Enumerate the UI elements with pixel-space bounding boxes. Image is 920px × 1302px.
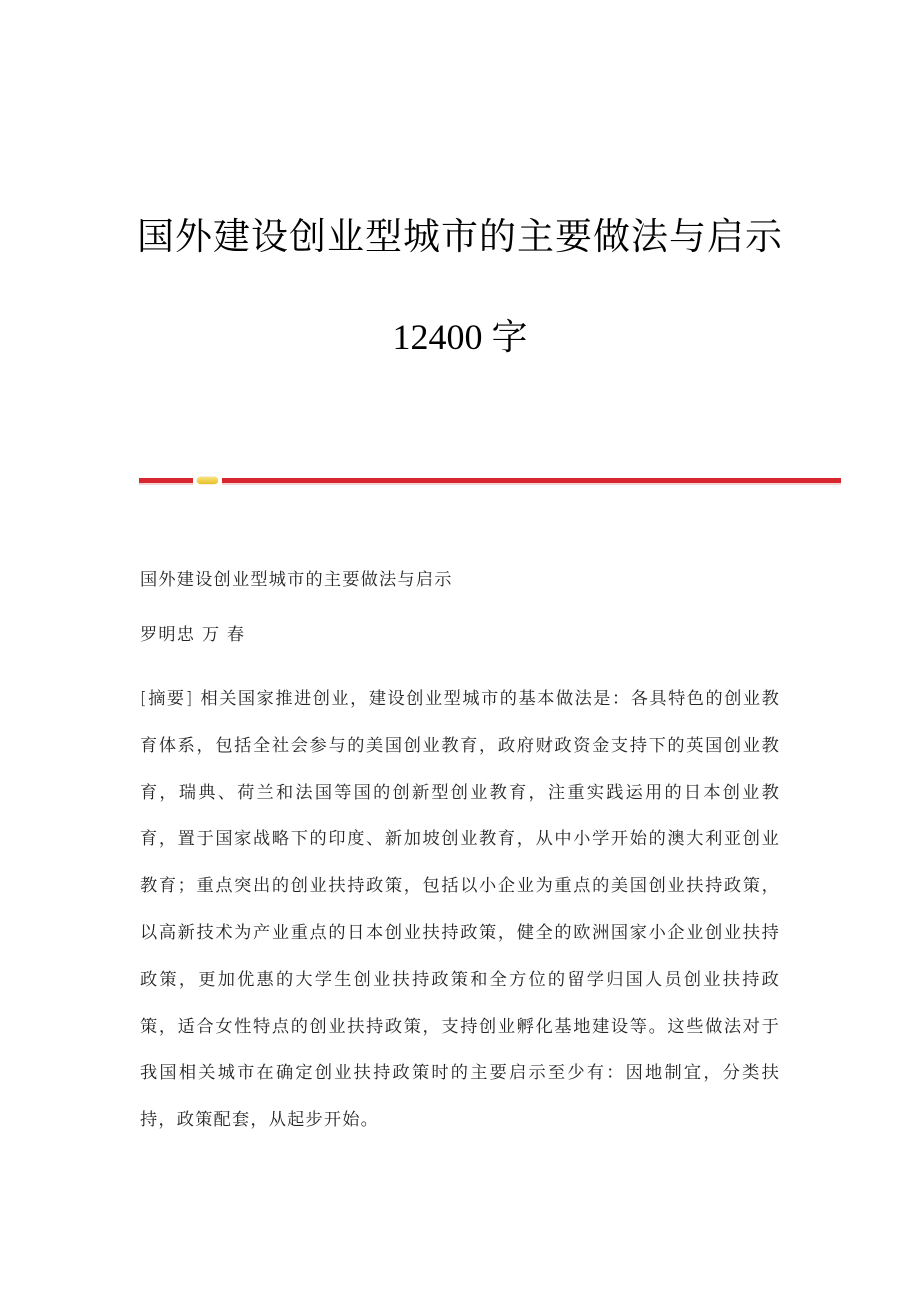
divider-shadow-left	[139, 483, 193, 485]
article-abstract: [摘要] 相关国家推进创业，建设创业型城市的基本做法是：各具特色的创业教育体系，包括全社会参与的美国创业教育，政府财政资金支持下的英国创业教育，瑞典、荷兰和法国等国的创新型创业教育，注重实践运用的日本创业教育，置于国家战略下的印度、新加坡创业教育，从中小学开始的澳大利亚创业教育；重点突出的创业扶持政策，包括以小企业为重点的美国创业扶持政策，以高新技术为产业重点的日本创业扶持政策，健全的欧洲国家小企业创业扶持政策，更加优惠的大学生创业扶持政策和全方位的留学归国人员创业扶持政策，适合女性特点的创业扶持政策，支持创业孵化基地建设等。这些做法对于我国相关城市在确定创业扶持政策时的主要启示至少有：因地制宜，分类扶持，政策配套，从起步开始。	[140, 689, 780, 1131]
cover-title: 国外建设创业型城市的主要做法与启示	[137, 215, 783, 258]
word-count: 12400 字	[392, 317, 528, 357]
article-authors: 罗明忠 万 春	[140, 625, 246, 645]
divider-shadow-right	[222, 483, 841, 485]
article-subtitle: 国外建设创业型城市的主要做法与启示	[140, 570, 453, 590]
divider-ornament-icon	[197, 477, 218, 484]
